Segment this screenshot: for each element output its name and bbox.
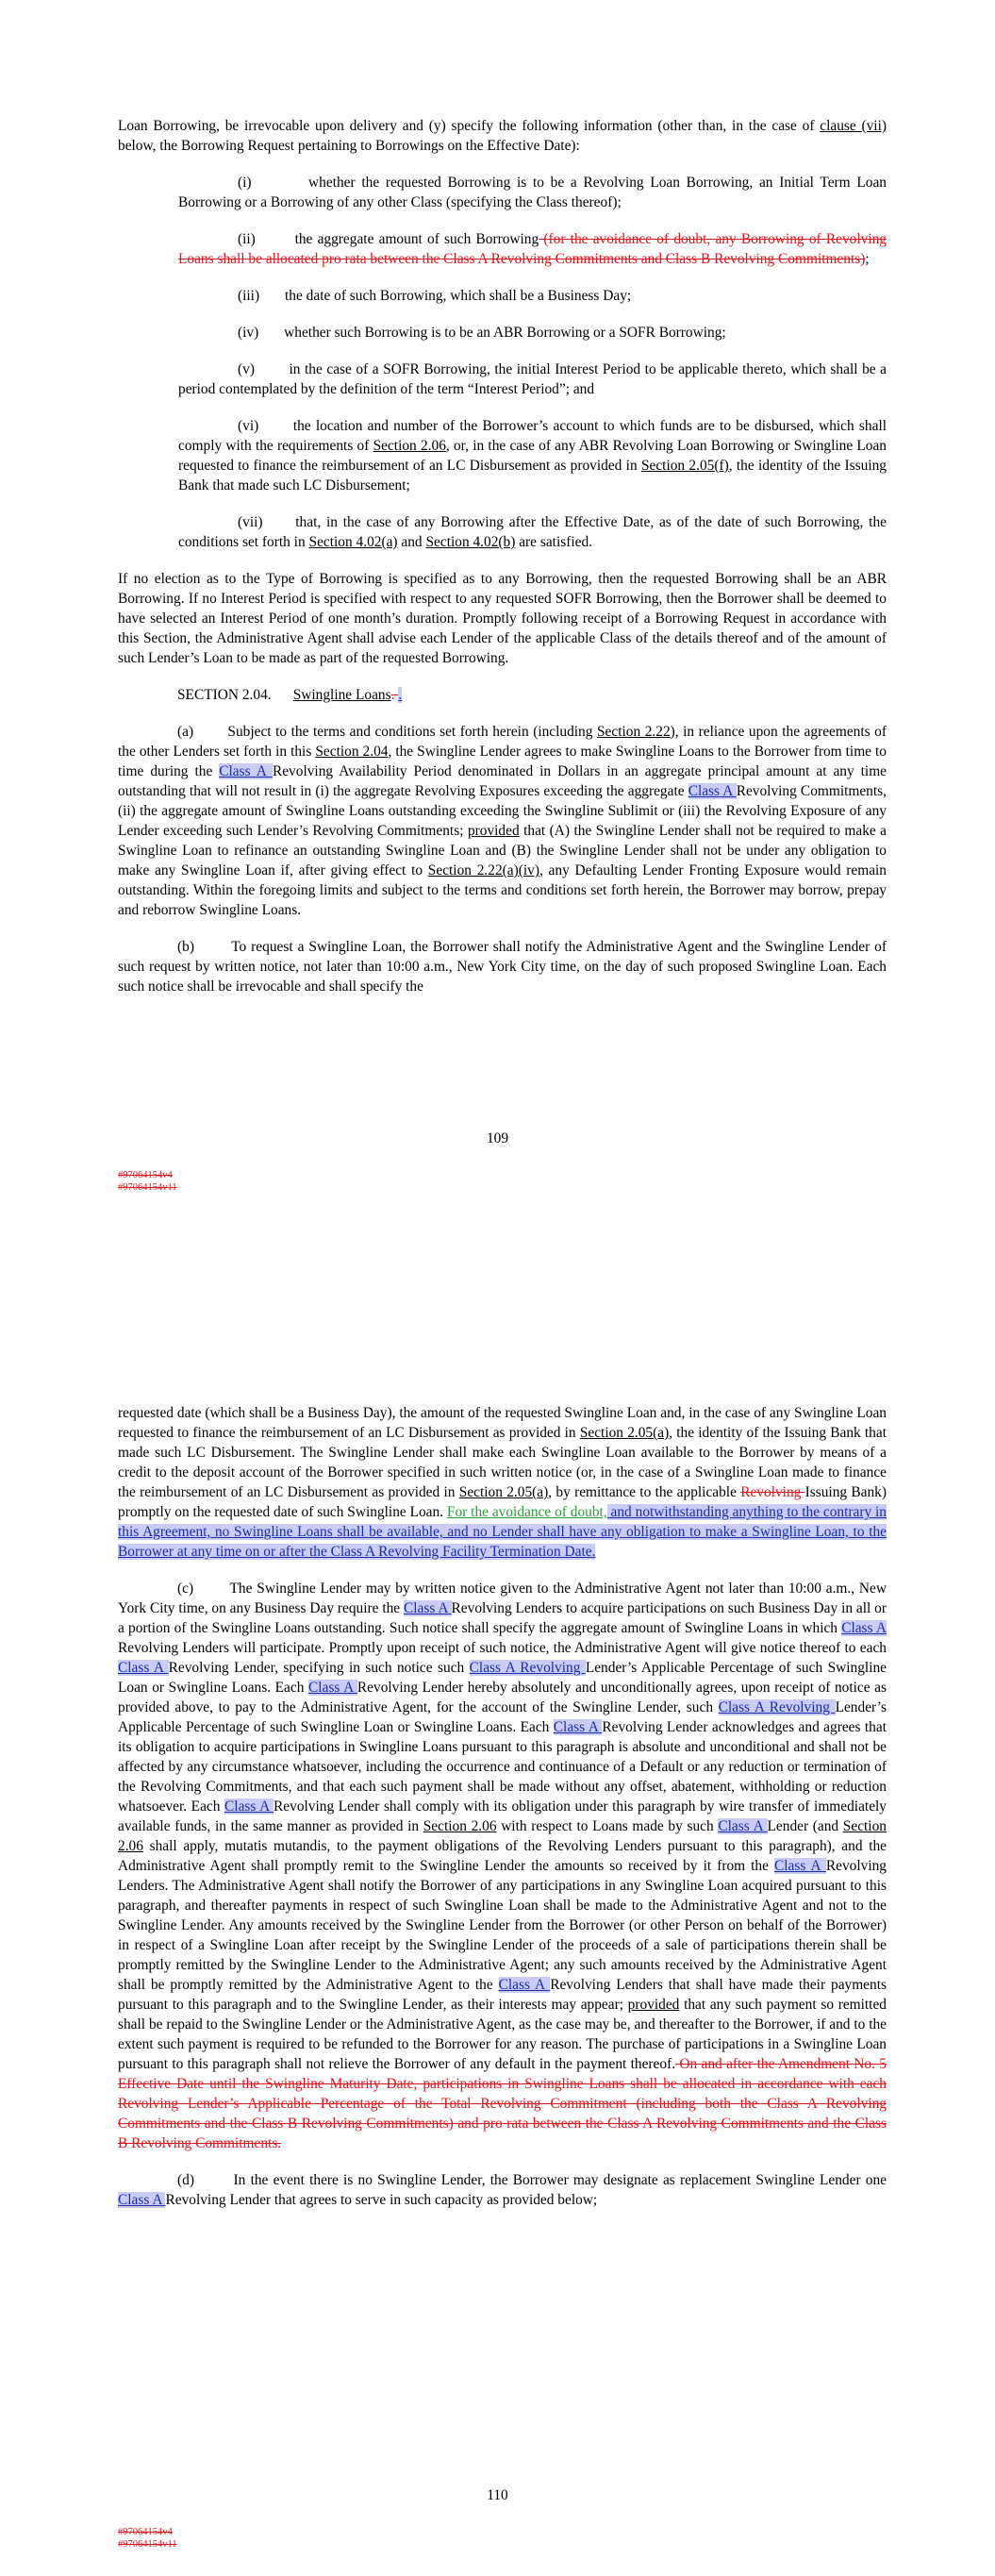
- item-vii: (vii) that, in the case of any Borrowing after the Effective Date, as of the date of such Borrowing, the conditions set forth in Section 4.02(a) and Section 4.02(b) are satisfied.: [178, 514, 887, 550]
- intro-paragraph: Loan Borrowing, be irrevocable upon delivery and (y) specify the following information (other than, in the case of clause (vii) below, the Borrowing Request pertaining to Borrowings on the Effective Date):: [118, 118, 887, 154]
- inserted-text: Class A: [688, 783, 737, 799]
- deleted-text: (for the avoidance of doubt, any Borrowing of Revolving Loans shall be allocated pro rata between the Class A Revolving Commitments and Class B Revolving Commitments): [178, 231, 887, 267]
- deleted-text: Revolving: [740, 1484, 805, 1500]
- doc-id-footer: #97064154v4 #97064154v11: [118, 2527, 177, 2550]
- page-110-body: [118, 1403, 887, 2210]
- moved-text: For the avoidance of doubt,: [446, 1504, 607, 1520]
- item-v: (v) in the case of a SOFR Borrowing, the initial Interest Period to be applicable thereto, which shall be a period contemplated by the definition of the term “Interest Period”; and: [178, 361, 887, 397]
- page-number: 110: [487, 2487, 508, 2503]
- page-109-body: [118, 116, 887, 996]
- doc-id-footer: #97064154v4 #97064154v11: [118, 1170, 177, 1193]
- deleted-text: On and after the Amendment No. 5 Effective Date until the Swingline Maturity Date, participations in Swingline Loans shall be allocated in accordance with each Revolving Lender’s Applicable Percentage of the Total Revolving Commitment (including both the Class A Revolving Commitments and the Class B Revolving Commitments) and pro rata between the Class A Revolving Commitments and the Class B Revolving Commitments.: [118, 2056, 887, 2151]
- paragraph-c: (c) The Swingline Lender may by written notice given to the Administrative Agent not later than 10:00 a.m., New York City time, on any Business Day require the Class A Revolving Lenders to acquire participations on such Business Day in all or a portion of the Swingline Loans outstanding. Such notice shall specify the aggregate amount of Swingline Loans in which Class A Revolving Lenders will participate. Promptly upon receipt of such notice, the Administrative Agent will give notice thereof to each Class A Revolving Lender, specifying in such notice such Class A Revolving Lender’s Applicable Percentage of such Swingline Loan or Swingline Loans. Each Class A Revolving Lender hereby absolutely and unconditionally agrees, upon receipt of notice as provided above, to pay to the Administrative Agent, for the account of the Swingline Lender, such Class A Revolving Lender’s Applicable Percentage of such Swingline Loan or Swingline Loans. Each Class A Revolving Lender acknowledges and agrees that its obligation to acquire participations in Swingline Loans pursuant to this paragraph is absolute and unconditional and shall not be affected by any circumstance whatsoever, including the occurrence and continuance of a Default or any reduction or termination of the Revolving Commitments, and that each such payment shall be made without any offset, abatement, withholding or reduction whatsoever. Each Class A Revolving Lender shall comply with its obligation under this paragraph by wire transfer of immediately available funds, in the same manner as provided in Section 2.06 with respect to Loans made by such Class A Lender (and Section 2.06 shall apply, mutatis mutandis, to the payment obligations of the Revolving Lenders pursuant to this paragraph), and the Administrative Agent shall promptly remit to the Swingline Lender the amounts so received by it from the Class A Revolving Lenders. The Administrative Agent shall notify the Borrower of any participations in any Swingline Loan acquired pursuant to this paragraph, and thereafter payments in respect of such Swingline Loan shall be made to the Administrative Agent and not to the Swingline Lender. Any amounts received by the Swingline Lender from the Borrower (or other Person on behalf of the Borrower) in respect of a Swingline Loan after receipt by the Swingline Lender of the proceeds of a sale of participations therein shall be promptly remitted by the Swingline Lender to the Administrative Agent; any such amounts received by the Administrative Agent shall be promptly remitted by the Administrative Agent to the Class A Revolving Lenders that shall have made their payments pursuant to this paragraph and to the Swingline Lender, as their interests may appear; provided that any such payment so remitted shall be repaid to the Swingline Lender or the Administrative Agent, as the case may be, and thereafter to the Borrower, if and to the extent such payment is required to be refunded to the Borrower for any reason. The purchase of participations in a Swingline Loan pursuant to this paragraph shall not relieve the Borrower of any default in the payment thereof. On and after the Amendment No. 5 Effective Date until the Swingline Maturity Date, participations in Swingline Loans shall be allocated in accordance with each Revolving Lender’s Applicable Percentage of the Total Revolving Commitment (including both the Class A Revolving Commitments and the Class B Revolving Commitments) and pro rata between the Class A Revolving Commitments and the Class B Revolving Commitments.: [118, 1581, 887, 2151]
- item-vi: (vi) the location and number of the Borrower’s account to which funds are to be disbursed, which shall comply with the requirements of Section 2.06, or, in the case of any ABR Revolving Loan Borrowing or Swingline Loan requested to finance the reimbursement of an LC Disbursement as provided in Section 2.05(f), the identity of the Issuing Bank that made such LC Disbursement;: [178, 418, 887, 493]
- no-election-paragraph: If no election as to the Type of Borrowing is specified as to any Borrowing, then the requested Borrowing shall be an ABR Borrowing. If no Interest Period is specified with respect to any requested SOFR Borrowing, then the Borrower shall be deemed to have selected an Interest Period of one month’s duration. Promptly following receipt of a Borrowing Request in accordance with this Section, the Administrative Agent shall advise each Lender of the applicable Class of the details thereof and of the amount of such Lender’s Loan to be made as part of the requested Borrowing.: [118, 571, 887, 666]
- clause-vii-ref: clause (vii): [820, 118, 887, 134]
- item-ii: (ii) the aggregate amount of such Borrowing (for the avoidance of doubt, any Borrowing of Revolving Loans shall be allocated pro rata between the Class A Revolving Commitments and Class B Revolving Commitments);: [178, 231, 887, 267]
- inserted-text: and notwithstanding anything to the contrary: [606, 1504, 872, 1520]
- section-title: Swingline Loans: [292, 687, 391, 703]
- paragraph-b: (b) To request a Swingline Loan, the Borrower shall notify the Administrative Agent and the Swingline Lender of such request by written notice, not later than 10:00 a.m., New York City time, on the day of such proposed Swingline Loan. Each such notice shall be irrevocable and shall specify the: [118, 939, 887, 995]
- paragraph-a: (a) Subject to the terms and conditions set forth herein (including Section 2.22), in reliance upon the agreements of the other Lenders set forth in this Section 2.04, the Swingline Lender agrees to make Swingline Loans to the Borrower from time to time during the Class A Revolving Availability Period denominated in Dollars in an aggregate principal amount at any time outstanding that will not result in (i) the aggregate Revolving Exposures exceeding the aggregate Class A Revolving Commitments, (ii) the aggregate amount of Swingline Loans outstanding exceeding the Swingline Sublimit or (iii) the Revolving Exposure of any Lender exceeding such Lender’s Revolving Commitments; provided that (A) the Swingline Lender shall not be required to make a Swingline Loan to refinance an outstanding Swingline Loan and (B) the Swingline Lender shall not be under any obligation to make any Swingline Loan if, after giving effect to Section 2.22(a)(iv), any Defaulting Lender Fronting Exposure would remain outstanding. Within the foregoing limits and subject to the terms and conditions set forth herein, the Borrower may borrow, prepay and reborrow Swingline Loans.: [118, 724, 887, 918]
- continued-paragraph-b: requested date (which shall be a Business Day), the amount of the requested Swingline Loan and, in the case of any Swingline Loan requested to finance the reimbursement of an LC Disbursement as provided in Section 2.05(a), the identity of the Issuing Bank that made such LC Disbursement. The Swingline Lender shall make each Swingline Loan available to the Borrower by means of a credit to the deposit account of the Borrower specified in such written notice (or, in the case of a Swingline Loan made to finance the reimbursement of an LC Disbursement as provided in Section 2.05(a), by remittance to the applicable Revolving Issuing Bank) promptly on the requested date of such Swingline Loan. For the avoidance of doubt, and notwithstanding anything to the contrary in this Agreement, no Swingline Loans shall be available, and no Lender shall have any obligation to make a Swingline Loan, to the Borrower at any time on or after the Class A Revolving Facility Termination Date.: [118, 1405, 887, 1560]
- paragraph-d: (d) In the event there is no Swingline Lender, the Borrower may designate as replacement Swingline Lender one Class A Revolving Lender that agrees to serve in such capacity as provided below;: [118, 2172, 887, 2208]
- item-i: (i) whether the requested Borrowing is to be a Revolving Loan Borrowing, an Initial Term Loan Borrowing or a Borrowing of any other Class (specifying the Class thereof);: [178, 175, 887, 210]
- inserted-text: in this Agreement, no Swingline Loans shall be available, and no Lender shall have any obligation to make a Swingline Loan, to the Borrower at any time on or after the Class A Revolving Facility Termination Date.: [118, 1504, 887, 1560]
- page-110: [0, 1288, 995, 2576]
- section-heading: SECTION 2.04. Swingline Loans. .: [177, 687, 403, 703]
- inserted-text: Class A: [219, 763, 273, 779]
- item-iii: (iii) the date of such Borrowing, which shall be a Business Day;: [238, 288, 632, 304]
- page-number: 109: [486, 1130, 509, 1146]
- item-iv: (iv) whether such Borrowing is to be an ABR Borrowing or a SOFR Borrowing;: [238, 325, 726, 341]
